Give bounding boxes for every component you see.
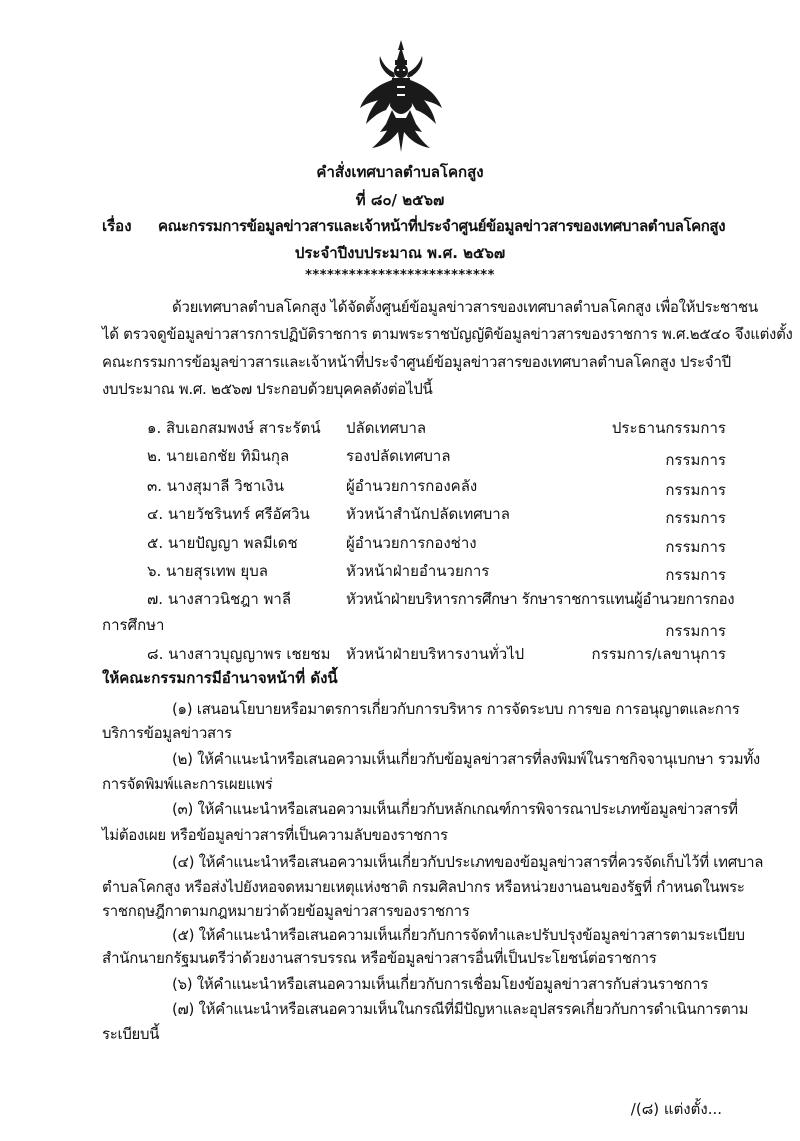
- duty-line: (๗) ให้คำแนะนำหรือเสนอความเห็นในกรณีที่มีปัญหาและอุปสรรคเกี่ยวกับการดำเนินการตาม: [172, 1000, 749, 1018]
- duty-line: (๑) เสนอนโยบายหรือมาตรการเกี่ยวกับการบริหาร การจัดระบบ การขอ การอนุญาตและการ: [172, 700, 740, 718]
- duty-line: ราชกฤษฎีกาตามกฎหมายว่าด้วยข้อมูลข่าวสารของราชการ: [102, 902, 470, 920]
- member-role: กรรมการ: [665, 622, 726, 640]
- member-name: ๕. นายปัญญา พลมีเดช: [147, 534, 298, 552]
- member-position: ผู้อำนวยการกองคลัง: [346, 477, 478, 495]
- separator-line: **************************: [305, 268, 495, 283]
- member-name: ๒. นายเอกชัย ทิมินกุล: [147, 447, 290, 465]
- order-title: คำสั่งเทศบาลตำบลโคกสูง: [316, 163, 484, 181]
- subject-line-1: คณะกรรมการข้อมูลข่าวสารและเจ้าหน้าที่ประจำศูนย์ข้อมูลข่าวสารของเทศบาลตำบลโคกสูง: [158, 217, 726, 235]
- duty-line: (๕) ให้คำแนะนำหรือเสนอความเห็นเกี่ยวกับการจัดทำและปรับปรุงข้อมูลข่าวสารตามระเบียบ: [172, 926, 745, 944]
- duty-line: บริการข้อมูลข่าวสาร: [102, 724, 232, 742]
- page-continuation: /(๘) แต่งตั้ง...: [630, 1100, 722, 1118]
- member-role: ประธานกรรมการ: [611, 419, 726, 437]
- member-role: กรรมการ: [665, 451, 726, 469]
- duty-line: (๒) ให้คำแนะนำหรือเสนอความเห็นเกี่ยวกับข้อมูลข่าวสารที่ลงพิมพ์ในราชกิจจานุเบกษา รวมทั้ง: [172, 750, 760, 768]
- member-role: กรรมการ: [665, 538, 726, 556]
- intro-line-1: ด้วยเทศบาลตำบลโคกสูง ได้จัดตั้งศูนย์ข้อมูลข่าวสารของเทศบาลตำบลโคกสูง เพื่อให้ประชาชน: [172, 298, 758, 316]
- member-role: กรรมการ: [665, 481, 726, 499]
- member-position-continued: การศึกษา: [102, 616, 165, 634]
- member-role: กรรมการ: [665, 509, 726, 527]
- intro-line-4: งบประมาณ พ.ศ. ๒๕๖๗ ประกอบด้วยบุคคลดังต่อไปนี้: [102, 380, 433, 398]
- garuda-emblem-icon: [358, 40, 444, 156]
- duty-line: ระเบียบนี้: [102, 1025, 160, 1043]
- member-name: ๓. นางสุมาลี วิชาเงิน: [147, 477, 284, 495]
- member-role: กรรมการ/เลขานุการ: [591, 645, 726, 663]
- duty-line: (๔) ให้คำแนะนำหรือเสนอความเห็นเกี่ยวกับประเภทของข้อมูลข่าวสารที่ควรจัดเก็บไว้ที่ เทศบาล: [172, 853, 764, 871]
- member-position: ผู้อำนวยการกองช่าง: [346, 534, 477, 552]
- duty-line: (๓) ให้คำแนะนำหรือเสนอความเห็นเกี่ยวกับหลักเกณฑ์การพิจารณาประเภทข้อมูลข่าวสารที่: [172, 800, 738, 818]
- member-name: ๑. สิบเอกสมพงษ์ สาระรัตน์: [147, 419, 321, 437]
- duty-line: (๖) ให้คำแนะนำหรือเสนอความเห็นเกี่ยวกับการเชื่อมโยงข้อมูลข่าวสารกับส่วนราชการ: [172, 975, 708, 993]
- subject-label: เรื่อง: [102, 217, 132, 235]
- duties-heading: ให้คณะกรรมการมีอำนาจหน้าที่ ดังนี้: [102, 669, 338, 687]
- duty-line: การจัดพิมพ์และการเผยแพร่: [102, 775, 273, 793]
- intro-line-3: คณะกรรมการข้อมูลข่าวสารและเจ้าหน้าที่ประจำศูนย์ข้อมูลข่าวสารของเทศบาลตำบลโคกสูง ประจำปี: [102, 353, 731, 371]
- member-name: ๘. นางสาวบุญญาพร เชยชม: [147, 645, 331, 663]
- member-name: ๗. นางสาวนิชฎา พาลี: [147, 590, 292, 608]
- intro-line-2: ได้ ตรวจดูข้อมูลข่าวสารการปฏิบัติราชการ ตามพระราชบัญญัติข้อมูลข่าวสารของราชการ พ.ศ.๒๕๔๐ จึงแต่งตั้ง: [102, 325, 793, 343]
- member-name: ๔. นายวัชรินทร์ ศรีอัศวิน: [147, 505, 310, 523]
- member-position: หัวหน้าสำนักปลัดเทศบาล: [346, 505, 510, 523]
- duty-line: ไม่ต้องเผย หรือข้อมูลข่าวสารที่เป็นความลับของราชการ: [102, 826, 448, 844]
- duty-line: สำนักนายกรัฐมนตรีว่าด้วยงานสารบรรณ หรือข้อมูลข่าวสารอื่นที่เป็นประโยชน์ต่อราชการ: [102, 949, 657, 967]
- member-position: หัวหน้าฝ่ายบริหารงานทั่วไป: [346, 645, 525, 663]
- subject-line-2: ประจำปีงบประมาณ พ.ศ. ๒๕๖๗: [294, 244, 506, 262]
- member-name: ๖. นายสุรเทพ ยุบล: [147, 562, 268, 580]
- member-position: หัวหน้าฝ่ายบริหารการศึกษา รักษาราชการแทนผู้อำนวยการกอง: [346, 590, 735, 608]
- order-number: ที่ ๘๐/ ๒๕๖๗: [355, 191, 445, 209]
- member-position: ปลัดเทศบาล: [346, 419, 427, 437]
- member-position: รองปลัดเทศบาล: [346, 447, 451, 465]
- member-role: กรรมการ: [665, 566, 726, 584]
- duty-line: ตำบลโคกสูง หรือส่งไปยังหอจดหมายเหตุแห่งชาติ กรมศิลปากร หรือหน่วยงานอนของรัฐที่ กำหนดในพระ: [102, 878, 745, 896]
- member-position: หัวหน้าฝ่ายอำนวยการ: [346, 562, 490, 580]
